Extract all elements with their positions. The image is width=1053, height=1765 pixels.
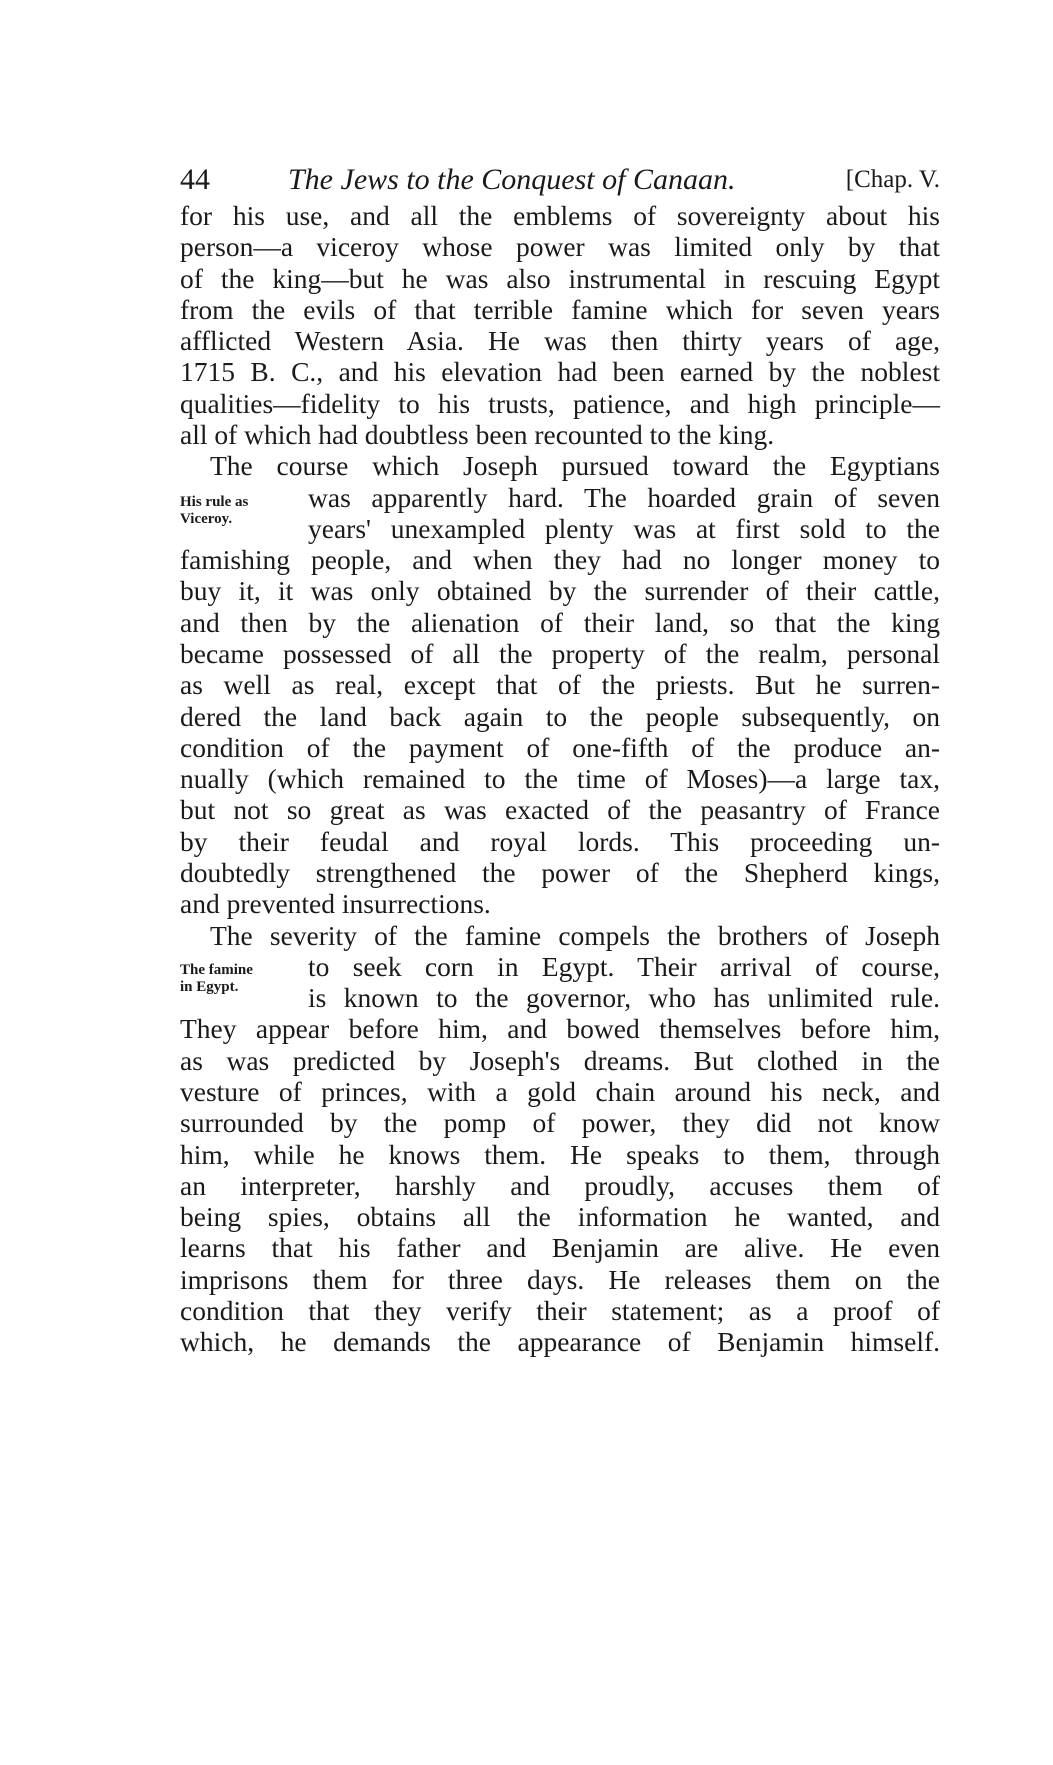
- text-line: which, he demands the appearance of Benjamin himself.: [180, 1326, 940, 1357]
- text-line: him, while he knows them. He speaks to them, through: [180, 1139, 940, 1170]
- text-line: an interpreter, harshly and proudly, accuses them of: [180, 1170, 940, 1201]
- text-line: 1715 B. C., and his elevation had been earned by the noblest: [180, 356, 940, 387]
- text-line: afflicted Western Asia. He was then thirty years of age,: [180, 325, 940, 356]
- text-line: nually (which remained to the time of Moses)—a large tax,: [180, 763, 940, 794]
- text-line: buy it, it was only obtained by the surrender of their cattle,: [180, 575, 940, 606]
- text-line: was apparently hard. The hoarded grain of seven: [308, 482, 940, 513]
- text-line: doubtedly strengthened the power of the Shepherd kings,: [180, 857, 940, 888]
- text-line: imprisons them for three days. He releases them on the: [180, 1264, 940, 1295]
- text-line: They appear before him, and bowed themselves before him,: [180, 1013, 940, 1044]
- sidenote-line: Viceroy.: [180, 511, 233, 527]
- sidenote-his-rule: [180, 494, 300, 528]
- sidenote-famine: [180, 962, 300, 996]
- text-line: and then by the alienation of their land, so that the king: [180, 607, 940, 638]
- text-line: condition that they verify their statement; as a proof of: [180, 1295, 940, 1326]
- text-line: as was predicted by Joseph's dreams. But clothed in the: [180, 1045, 940, 1076]
- sidenote-line: The famine: [180, 962, 253, 978]
- text-line: person—a viceroy whose power was limited only by that: [180, 231, 940, 262]
- text-line: qualities—fidelity to his trusts, patience, and high principle—: [180, 388, 940, 419]
- text-line: is known to the governor, who has unlimited rule.: [308, 982, 940, 1013]
- text-line: by their feudal and royal lords. This proceeding un-: [180, 826, 940, 857]
- text-line: years' unexampled plenty was at first sold to the: [308, 513, 940, 544]
- chapter-label: [Chap. V.: [845, 166, 940, 193]
- sidenote-line: His rule as: [180, 494, 249, 510]
- text-line: learns that his father and Benjamin are alive. He even: [180, 1232, 940, 1263]
- text-line: surrounded by the pomp of power, they did not know: [180, 1107, 940, 1138]
- running-header: [180, 158, 940, 202]
- text-line: from the evils of that terrible famine which for seven years: [180, 294, 940, 325]
- text-line: became possessed of all the property of the realm, personal: [180, 638, 940, 669]
- sidenote-line: in Egypt.: [180, 979, 239, 995]
- text-line: for his use, and all the emblems of sovereignty about his: [180, 200, 940, 231]
- text-line: The severity of the famine compels the brothers of Joseph: [210, 920, 940, 951]
- text-line: being spies, obtains all the information he wanted, and: [180, 1201, 940, 1232]
- text-line: as well as real, except that of the priests. But he surren-: [180, 669, 940, 700]
- text-line: famishing people, and when they had no longer money to: [180, 544, 940, 575]
- text-line: all of which had doubtless been recounted to the king.: [180, 419, 775, 450]
- text-line: and prevented insurrections.: [180, 888, 491, 919]
- text-line: but not so great as was exacted of the peasantry of France: [180, 794, 940, 825]
- text-line: vesture of princes, with a gold chain around his neck, and: [180, 1076, 940, 1107]
- text-line: dered the land back again to the people subsequently, on: [180, 701, 940, 732]
- page-number: 44: [180, 163, 210, 196]
- running-title: The Jews to the Conquest of Canaan.: [288, 163, 736, 196]
- text-line: condition of the payment of one-fifth of the produce an-: [180, 732, 940, 763]
- text-line: to seek corn in Egypt. Their arrival of course,: [308, 951, 940, 982]
- text-line: The course which Joseph pursued toward the Egyptians: [210, 450, 940, 481]
- text-line: of the king—but he was also instrumental in rescuing Egypt: [180, 263, 940, 294]
